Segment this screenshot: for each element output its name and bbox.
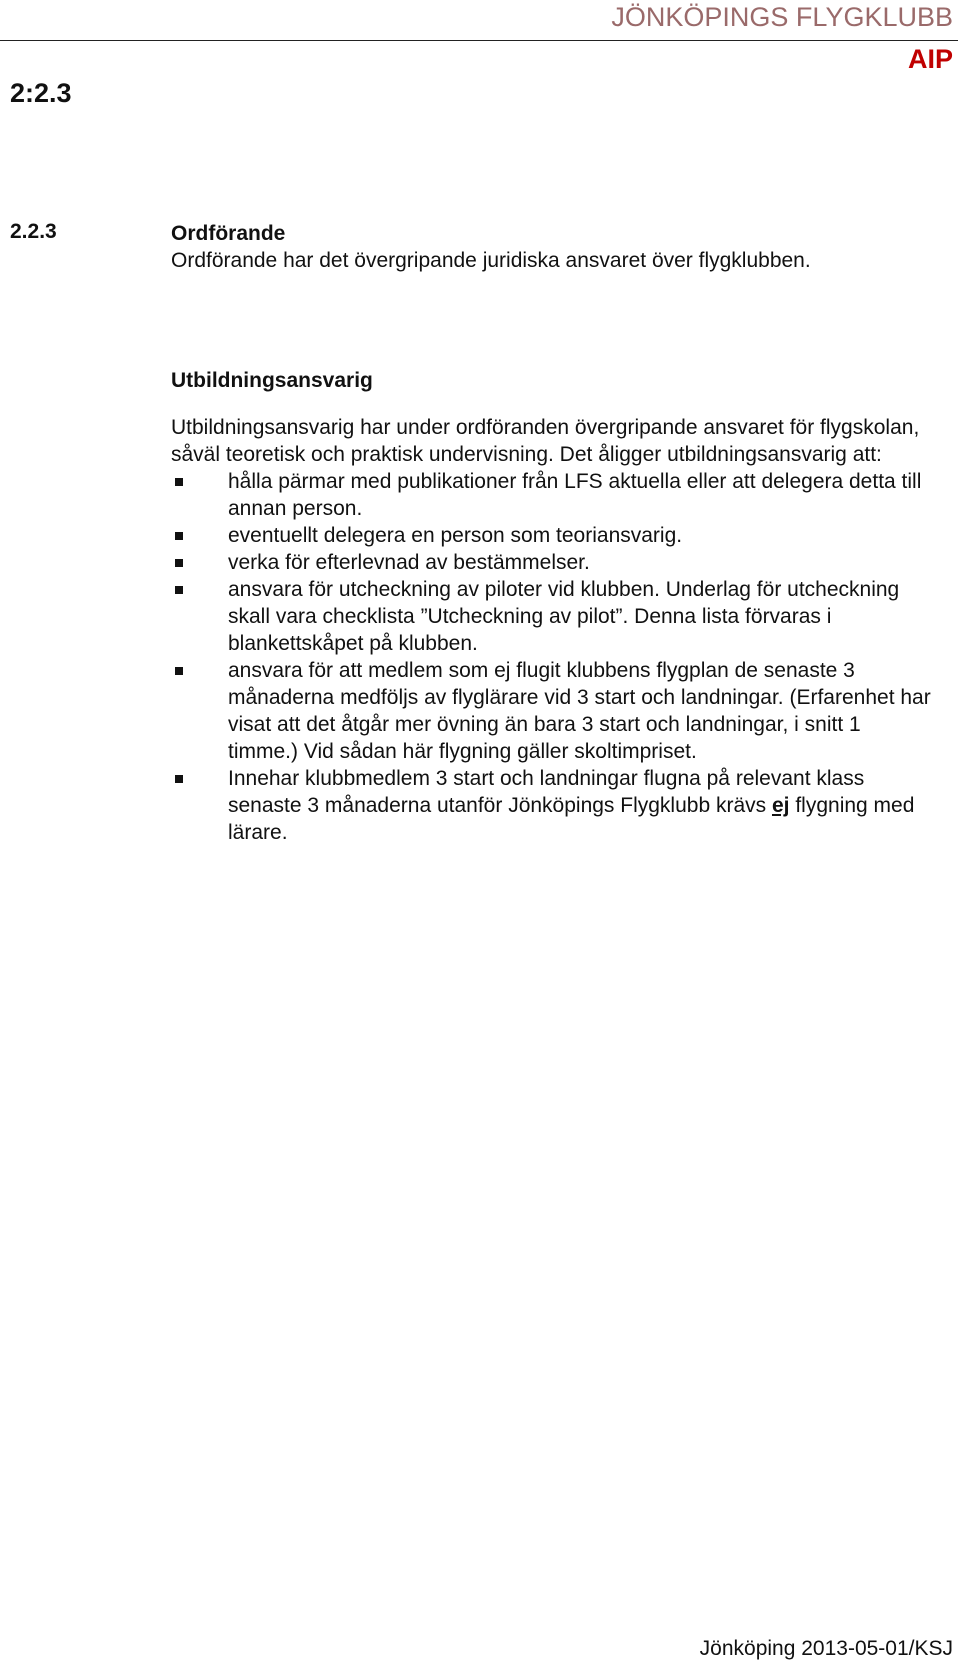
list-item <box>171 549 931 576</box>
subsection-title: Utbildningsansvarig <box>171 369 373 392</box>
document-body <box>171 220 931 846</box>
header-rule <box>0 40 958 41</box>
section-number: 2.2.3 <box>10 220 57 243</box>
section-title: Ordförande <box>171 222 286 245</box>
section-intro: Ordförande har det övergripande juridiska ansvaret över flygklubben. <box>171 249 811 272</box>
square-bullet-icon <box>175 559 183 567</box>
square-bullet-icon <box>175 478 183 486</box>
list-item-text: verka för efterlevnad av bestämmelser. <box>228 551 590 574</box>
square-bullet-icon <box>175 532 183 540</box>
footer-date: Jönköping 2013-05-01/KSJ <box>699 1637 953 1660</box>
square-bullet-icon <box>175 667 183 675</box>
club-name: JÖNKÖPINGS FLYGKLUBB <box>611 2 953 32</box>
list-item <box>171 576 931 657</box>
square-bullet-icon <box>175 586 183 594</box>
list-item-text: eventuellt delegera en person som teoriansvarig. <box>228 524 683 547</box>
square-bullet-icon <box>175 775 183 783</box>
list-item-text: ansvara för att medlem som ej flugit klubbens flygplan de senaste 3 månaderna medföljs av flyglärare vid 3 start och landningar. (Erfarenhet har visat att det åtgår mer övning än bara 3 start och landningar, i snitt 1 timme.) Vid sådan här flygning gäller skoltimpriset. <box>228 659 931 763</box>
last-bullet-after: flygning med lärare. <box>228 794 915 844</box>
responsibility-list <box>171 468 931 846</box>
emphasis-word: ej <box>771 794 790 817</box>
list-item <box>171 657 931 765</box>
list-item <box>171 468 931 522</box>
list-item <box>171 765 931 846</box>
list-item-text <box>228 767 914 844</box>
aip-label: AIP <box>907 44 953 74</box>
subsection-intro: Utbildningsansvarig har under ordföranden övergripande ansvaret för flygskolan, såväl teoretisk och praktisk undervisning. Det åligger utbildningsansvarig att: <box>171 416 920 466</box>
list-item <box>171 522 931 549</box>
page-code: 2:2.3 <box>10 78 72 108</box>
list-item-text: ansvara för utcheckning av piloter vid klubben. Underlag för utcheckning skall vara checklista ”Utcheckning av pilot”. Denna lista förvaras i blankettskåpet på klubben. <box>228 578 900 655</box>
last-bullet-before: Innehar klubbmedlem 3 start och landningar flugna på relevant klass senaste 3 månaderna utanför Jönköpings Flygklubb krävs <box>228 767 865 817</box>
list-item-text: hålla pärmar med publikationer från LFS aktuella eller att delegera detta till annan person. <box>228 470 922 520</box>
